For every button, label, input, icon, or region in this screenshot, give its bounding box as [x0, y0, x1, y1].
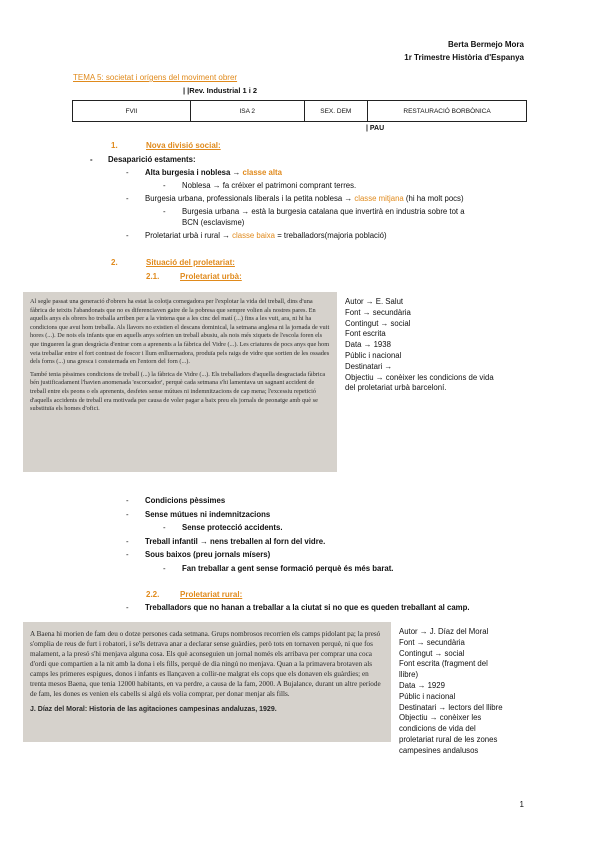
author-name: Berta Bermejo Mora	[447, 40, 524, 49]
scanned-text-urban	[23, 292, 337, 472]
subsection-number: 2.2.	[146, 590, 160, 599]
list-text: Alta burgesia i noblesa →	[145, 168, 241, 177]
subsection-title: Proletariat urbà:	[180, 272, 242, 281]
list-item: Burgesia urbana → està la burgesia catalana que invertirà en industria sobre tot a	[182, 207, 465, 216]
note-line: Públic i nacional	[345, 350, 402, 360]
source-note-rural	[399, 627, 503, 757]
page-number: 1	[519, 800, 524, 809]
note-line: Font → secundària	[345, 307, 411, 317]
scan-paragraph: També tenia pèssimes condicions de treball (...) la fàbrica de Vidre (...). Els treballadors d'aquella desgraciada fàbrica bén justificadament l'havien anomenada 'escorxador', perquè cada setmana s'hi lamentava un sagnant accident de treball entre els peons o els aprenents, desfetes sense mútues ni indemnitzacions de cap mena; l'excessiu repetició d'aquells accidents de treball era motivada per causa de voler pagar a baix preu els jornals de peonatge amb què se substituïa els homes d'ofici.	[30, 370, 326, 413]
timeline-cell: RESTAURACIÓ BORBÒNICA	[368, 101, 527, 122]
class-label-mitjana: classe mitjana	[354, 194, 404, 203]
section2-title: Situació del proletariat:	[146, 258, 235, 267]
bullet-dash: -	[126, 496, 129, 505]
bullet-dash: -	[126, 550, 129, 559]
timeline-pau-label: | PAU	[366, 125, 385, 132]
timeline-cell: SEX. DEM	[304, 101, 368, 122]
timeline-table	[72, 100, 527, 122]
scanned-text-rural	[23, 622, 391, 742]
scan-paragraph: A Baena hi morien de fam deu o dotze persones cada setmana. Grups nombrosos recorrien els camps pidolant pa; la presó s'omplia de reus de furt i robatori, i se'ls detrava anar a declarar sense guàrdies, però tots en tornaven perquè, ni que fos malament, a la presó s'hi menjava alguna cosa. Els què aconseguien un jornal només els arribava per comprar una coca d'ordi que compartien a la nit amb la dona i els fills, perquè de dia ningú no menjava. Quan a la primavera brotaven als camps les primeres espigues, donos i infants es llançaven a collir-ne malgrat els cops que els donaven els guàrdies; en trenta mesos Baena, que tenia 12000 habitants, en va perdre, a causa de la fam, 2000. A Bujalance, durant un altre període de fam, les dones es venien els cabells si algú els volia comprar, per donar menjar als fills.	[30, 630, 381, 698]
list-item: Sous baixos (preu jornals mísers)	[145, 550, 271, 559]
note-line: Font escrita	[345, 329, 386, 339]
list-item: Condicions pèssimes	[145, 496, 226, 505]
topic-title: TEMA 5: societat i orígens del moviment obrer	[73, 73, 238, 82]
note-line: llibre)	[399, 670, 419, 680]
note-line: condicions de vida del	[399, 724, 476, 734]
note-line: proletariat rural de les zones	[399, 734, 498, 744]
note-line: Destinatari → lectors del llibre	[399, 702, 503, 712]
note-line: Públic i nacional	[399, 691, 456, 701]
bullet-dash: -	[126, 603, 129, 612]
timeline-rev-label: | |Rev. Industrial 1 i 2	[183, 86, 258, 95]
note-line: Autor → J. Díaz del Moral	[399, 627, 489, 636]
section1-title: Nova divisió social:	[146, 141, 221, 150]
bullet-dash: -	[126, 194, 129, 203]
note-line: Font → secundària	[399, 637, 465, 647]
note-line: Objectiu → conèixer les	[399, 713, 482, 723]
list-text: Burgesia urbana, professionals liberals i la petita noblesa →	[145, 194, 353, 203]
list-item: Noblesa → fa créixer el patrimoni comprant terres.	[182, 181, 357, 190]
subsection-title: Proletariat rural:	[180, 590, 243, 599]
bullet-dash: -	[126, 231, 129, 240]
course-name: 1r Trimestre Història d'Espanya	[404, 53, 524, 62]
bullet-dash: -	[163, 181, 166, 190]
subsection-number: 2.1.	[146, 272, 160, 281]
note-line: Contingut → social	[345, 318, 411, 328]
note-line: Data → 1938	[345, 340, 391, 350]
note-line: Data → 1929	[399, 680, 445, 690]
list-item	[145, 231, 387, 241]
bullet-dash: -	[90, 155, 93, 164]
note-line: del proletariat urbà barceloní.	[345, 383, 447, 393]
list-item: Treball infantil → nens treballen al forn del vidre.	[145, 537, 326, 546]
list-text: (hi ha molt pocs)	[405, 194, 464, 203]
list-item	[145, 168, 282, 178]
section1-number: 1.	[111, 141, 118, 150]
timeline-cell: FVII	[73, 101, 191, 122]
list-item: BCN (esclavisme)	[182, 218, 245, 227]
source-note-urban	[345, 297, 494, 394]
bullet-dash: -	[126, 168, 129, 177]
section2-number: 2.	[111, 258, 118, 267]
class-label-baixa: classe baixa	[232, 231, 276, 240]
timeline-cell: ISA 2	[191, 101, 305, 122]
note-line: Contingut → social	[399, 648, 465, 658]
scan-paragraph: Al segle passat una generació d'obrers ha estat la colotja comegadora per l'explotar la vida del treball, dins d'una fàbrica de teixits l'abandonats que no es diferenciaven gaire de la pobresa que sempre volien als nostres pares. En aquells anys els obrers ho treballa arriben per a la vintena que a les cinc del matí (...) fins a les vuit, ara, ni hi ha condicions que avui hom treballa. Als llavors no existien el descans dominical, la setmana anglesa ni la jornada de vuit hores (...). De nois els infants que en aquells anys sofrien un treball abusiu, als nois més xiquets de l'escola foren els que tingueren la gran desgràcia d'entrar com a aprenents a la fàbrica del Vidre (...). Les criatures de pocs anys que hom veia treballar entre el fort contrast de foscor i llum enlluernadora, produïa pels raigs de vidre que sortien de les ossades dels forns (...) una gresca i consternada en l'entorn del forn (...).	[30, 298, 330, 366]
note-line: Destinatari →	[345, 361, 393, 371]
bullet-dash: -	[163, 564, 166, 573]
list-text: Proletariat urbà i rural →	[145, 231, 230, 240]
list-item: Fan treballar a gent sense formació perquè és més barat.	[182, 564, 394, 573]
note-line: campesines andalusos	[399, 745, 479, 755]
list-text: = treballadors(majoria població)	[277, 231, 387, 240]
class-label-alta: classe alta	[242, 168, 282, 177]
list-item: Treballadors que no hanan a treballar a la ciutat si no que es queden treballant al camp.	[145, 603, 470, 612]
section1-bullet: Desaparició estaments:	[108, 155, 196, 164]
bullet-dash: -	[126, 510, 129, 519]
list-item	[145, 194, 464, 204]
bullet-dash: -	[126, 537, 129, 546]
note-line: Objectiu → conèixer les condicions de vida	[345, 372, 494, 382]
list-item: Sense protecció accidents.	[182, 523, 283, 532]
list-item: Sense mútues ni indemnitzacions	[145, 510, 271, 519]
bullet-dash: -	[163, 207, 166, 216]
scan-citation: J. Díaz del Moral: Historia de las agitaciones campesinas andaluzas, 1929.	[30, 706, 277, 713]
bullet-dash: -	[163, 523, 166, 532]
note-line: Autor → E. Salut	[345, 297, 404, 306]
note-line: Font escrita (fragment del	[399, 659, 488, 669]
